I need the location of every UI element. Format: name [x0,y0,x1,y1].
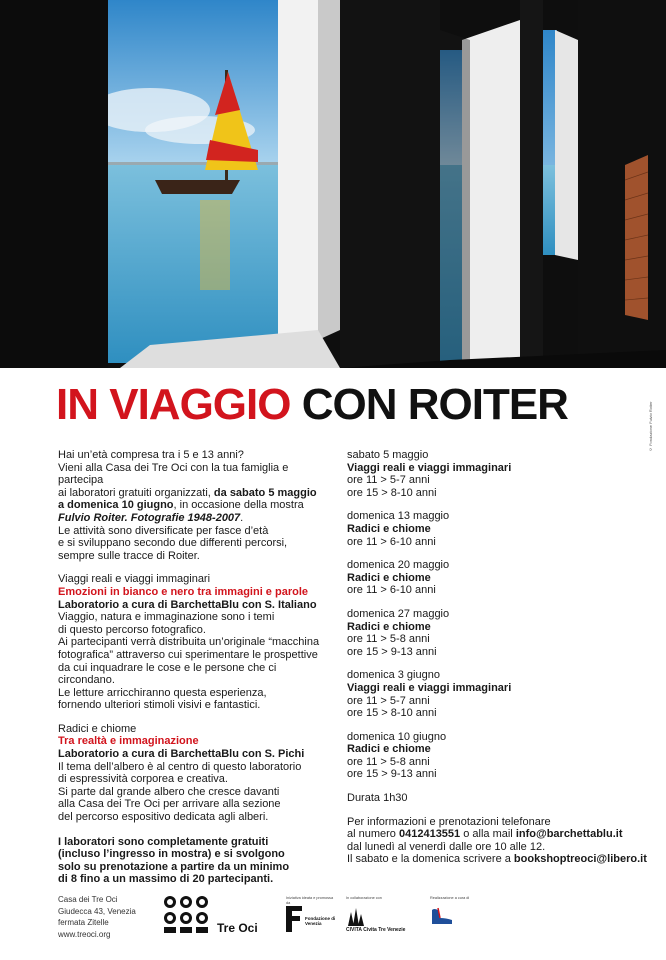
closing-line: I laboratori sono completamente gratuiti [58,835,269,848]
section2-line: di espressività corporea e creativa. [58,773,228,786]
intro-line [58,512,330,525]
phone-number[interactable]: 0412413551 [398,828,461,841]
schedule-title: Viaggi reali e viaggi immaginari [347,681,512,694]
section2-title: Radici e chiome [58,722,137,735]
section2-subtitle: Tra realtà e immaginazione [58,735,199,748]
schedule-time: ore 11 > 5-8 anni [347,633,430,646]
schedule-title: Radici e chiome [347,620,431,633]
info-text: o alla mail [460,828,516,841]
address-line: fermata Zitelle [58,918,109,927]
section1-subtitle: Emozioni in bianco e nero tra immagini e parole [58,585,308,598]
closing-line: (incluso l’ingresso in mostra) e si svolgono [58,848,285,861]
schedule-time: ore 15 > 8-10 anni [347,707,437,720]
info-text: Il sabato e la domenica scrivere a [347,853,514,866]
schedule-time: ore 15 > 9-13 anni [347,768,437,781]
intro-text: . [240,511,244,524]
section2-lab: Laboratorio a cura di BarchettaBlu con S. Pichi [58,748,305,761]
email-link[interactable]: info@barchettablu.it [515,828,623,841]
duration: Durata 1h30 [347,792,408,805]
intro-line: e si sviluppano secondo due differenti percorsi, [58,537,288,550]
schedule-entry [347,669,647,719]
section1-line: fornendo ulteriori stimoli visivi e fantastici. [58,699,261,712]
closing-line: di 8 fino a un massimo di 20 partecipanti. [58,873,274,886]
realization-label: Realizzazione a cura di [430,896,470,900]
section1-line: Ai partecipanti verrà distribuita un’originale “macchina [58,636,320,649]
schedule-date: domenica 13 maggio [347,510,450,523]
schedule-time: ore 11 > 5-7 anni [347,474,430,487]
intro-line: Hai un’età compresa tra i 5 e 13 anni? [58,449,244,461]
schedule-time: ore 11 > 5-8 anni [347,755,430,768]
title-part-black: CON ROITER [301,380,568,429]
poster-title [56,380,568,430]
title-part-red: IN VIAGGIO [56,380,291,429]
section1-line: da cui inquadrare le cose e le persone che ci circondano. [58,661,277,687]
address-block [58,894,136,940]
schedule-entry [347,731,647,781]
lagoon-sailboat-illustration [0,0,666,368]
schedule-time: ore 11 > 5-7 anni [347,694,430,707]
closing-line: solo su prenotazione a partire da un minimo [58,860,290,873]
fondazione-logo-icon [286,906,304,932]
address-line: Casa dei Tre Oci [58,895,118,904]
schedule-entry [347,510,647,548]
info-text: al numero [347,828,399,841]
section2-line: Il tema dell’albero è al centro di questo laboratorio [58,760,302,773]
section2-line: alla Casa dei Tre Oci per arrivare alla sezione [58,798,281,811]
schedule-title: Radici e chiome [347,522,431,535]
schedule-column [347,449,647,866]
barchettablu-logo-icon [430,906,454,926]
intro-text: , in occasione della mostra [173,499,304,512]
section2-line: del percorso espositivo dedicata agli alberi. [58,811,269,824]
tre-oci-logo-icon [164,896,212,936]
section1-title: Viaggi reali e viaggi immaginari [58,573,211,586]
photo-credit: © Fondazione Fulvio Roiter [648,401,653,452]
intro-line [58,487,330,500]
left-column [58,449,330,886]
schedule-title: Radici e chiome [347,743,431,756]
info-line: dal lunedì al venerdì dalle ore 10 alle 12. [347,840,546,853]
schedule-time: ore 15 > 9-13 anni [347,645,437,658]
schedule-date: domenica 20 maggio [347,559,450,572]
promoted-by-label: Iniziativa ideata e promossa da [286,896,334,905]
schedule-entry [347,559,647,597]
civita-name: CIVITA Civita Tre Venezie [346,927,406,933]
schedule-time: ore 15 > 8-10 anni [347,486,437,499]
schedule-date: domenica 10 giugno [347,730,447,743]
schedule-time: ore 11 > 6-10 anni [347,535,436,548]
schedule-date: domenica 27 maggio [347,607,450,620]
schedule-title: Radici e chiome [347,571,431,584]
section1-line: fotografica” attraverso cui sperimentare le prospettive [58,648,318,661]
exhibition-name: Fulvio Roiter. Fotografie 1948-2007 [58,511,241,524]
section1-line: Le letture arricchiranno questa esperienza, [58,686,267,699]
section2-line: Si parte dal grande albero che cresce davanti [58,785,280,798]
section1-line: Viaggio, natura e immaginazione sono i temi [58,611,275,624]
footer [0,888,666,960]
civita-logo-icon [346,908,364,926]
schedule-title: Viaggi reali e viaggi immaginari [347,461,512,474]
schedule-date: sabato 5 maggio [347,449,429,461]
intro-line: Vieni alla Casa dei Tre Oci con la tua famiglia e partecipa [58,461,289,487]
intro-line [58,499,330,512]
address-line: Giudecca 43, Venezia [58,906,136,916]
schedule-entry [347,608,647,658]
section1-line: di questo percorso fotografico. [58,623,206,636]
website-link[interactable]: www.treoci.org [58,929,111,939]
fondazione-name: Fondazione di Venezia [305,916,336,926]
intro-date-end: a domenica 10 giugno [58,499,174,512]
schedule-entry [347,449,647,499]
header-photo [0,0,666,368]
intro-line: Le attività sono diversificate per fasce d’età [58,524,269,537]
info-line [347,853,647,866]
intro-date-start: da sabato 5 maggio [213,486,317,499]
tre-oci-logo-text: Tre Oci [217,921,258,935]
section1-lab: Laboratorio a cura di BarchettaBlu con S. Italiano [58,598,317,611]
email-link[interactable]: bookshoptreoci@libero.it [513,853,647,866]
schedule-time: ore 11 > 6-10 anni [347,584,436,597]
info-line: Per informazioni e prenotazioni telefonare [347,815,551,828]
info-line [347,828,647,841]
intro-line: sempre sulle tracce di Roiter. [58,549,200,562]
collaboration-label: In collaborazione con [346,896,382,900]
schedule-date: domenica 3 giugno [347,669,440,682]
intro-text: ai laboratori gratuiti organizzati, [58,486,214,499]
